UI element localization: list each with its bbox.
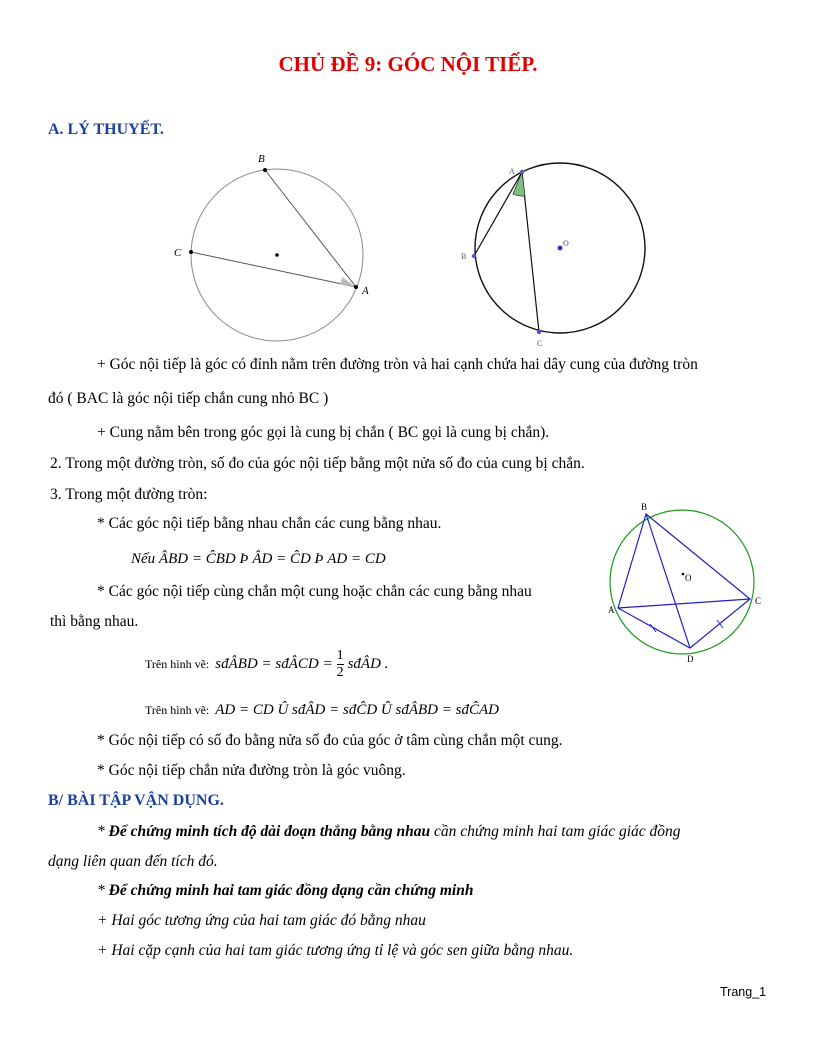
point-b [472,254,476,258]
theory-p8-fraction [337,648,344,681]
label-d: D [687,654,694,664]
theory-p7-line2: thì bằng nhau. [50,613,139,630]
theory-p8-label: Trên hình vẽ: [145,656,210,671]
theory-p4: 3. Trong một đường tròn: [50,486,208,503]
center-point [558,246,563,251]
label-c: C [174,247,182,259]
fraction-denominator: 2 [336,664,344,680]
chord-ab [265,170,356,287]
section-a-heading: A. LÝ THUYẾT. [48,121,164,138]
theory-p10: * Góc nội tiếp có số đo bằng nửa số đo của góc ở tâm cùng chắn một cung. [97,732,563,749]
exercise-e3: + Hai góc tương ứng của hai tam giác đó bằng nhau [97,912,426,929]
theory-p5: * Các góc nội tiếp bằng nhau chắn các cung bằng nhau. [97,515,442,532]
exercise-e2-bold: Để chứng minh hai tam giác đồng dạng cần chứng minh [108,882,474,899]
label-o: O [563,239,569,248]
theory-p9-label: Trên hình vẽ: [145,703,210,717]
exercise-e2 [97,882,473,900]
diagonal-ac [618,599,750,608]
theory-p1-line1: + Góc nội tiếp là góc có đỉnh nằm trên đường tròn và hai cạnh chứa hai dây cung của đường tròn [97,356,698,373]
theory-p9 [145,702,499,719]
center-point [682,573,685,576]
figure-cyclic-quadrilateral [605,498,775,670]
theory-p1-line2: đó ( BAC là góc nội tiếp chắn cung nhỏ BC ) [48,390,329,407]
fraction-numerator: 1 [336,647,344,663]
label-b: B [461,252,467,261]
chord-ab [474,172,522,256]
theory-p7-line1: * Các góc nội tiếp cùng chắn một cung hoặc chắn các cung bằng nhau [97,583,532,600]
point-b [263,168,267,172]
section-b-heading: B/ BÀI TẬP VẬN DỤNG. [48,792,224,809]
page-title: CHỦ ĐỀ 9: GÓC NỘI TIẾP. [278,52,538,76]
label-c: C [537,339,543,348]
exercise-e1-rest: cần chứng minh hai tam giác giác đồng [430,823,681,840]
exercise-e1-line2: dạng liên quan đến tích đó. [48,853,218,870]
theory-p8-expr-a: sđÂBD = sđÂCD = [215,655,333,672]
point-c [537,330,541,334]
theory-p8-expr-b: sđÂD . [347,655,389,672]
theory-p6-formula: Nếu ÂBD = ĈBD Þ ÂD = ĈD Þ AD = CD [131,551,386,567]
angle-mark [340,277,356,287]
exercise-e1-star: * [97,823,109,840]
exercise-e4: + Hai cặp cạnh của hai tam giác tương ứng tỉ lệ và góc sen giữa bằng nhau. [97,942,574,959]
theory-p11: * Góc nội tiếp chắn nửa đường tròn là góc vuông. [97,762,406,779]
exercise-e1-bold: Để chứng minh tích độ dài đoạn thẳng bằng nhau [108,823,431,840]
figure-inscribed-angle-1 [170,150,380,345]
exercise-e1-line1 [97,823,681,841]
label-b: B [641,502,648,512]
exercise-e2-star: * [97,882,109,899]
label-b: B [258,153,265,165]
theory-p3: 2. Trong một đường tròn, số đo của góc nội tiếp bằng một nửa số đo của cung bị chắn. [50,455,585,472]
circle [610,510,754,654]
theory-p8 [145,644,388,684]
center-point [275,253,279,257]
point-a [520,170,524,174]
label-a: A [608,605,615,615]
chord-ac [191,252,356,287]
figure-inscribed-angle-2 [455,160,660,350]
page-number: Trang_1 [720,985,767,999]
label-a: A [362,285,369,297]
label-c: C [755,596,762,606]
point-c [189,250,193,254]
label-o: O [685,573,692,583]
theory-p2: + Cung nằm bên trong góc gọi là cung bị chắn ( BC gọi là cung bị chắn). [97,424,550,441]
point-a [354,285,358,289]
label-a: A [509,167,515,176]
theory-p9-expr: AD = CD Û sđÂD = sđĈD Û sđÂBD = sđĈAD [215,702,499,718]
